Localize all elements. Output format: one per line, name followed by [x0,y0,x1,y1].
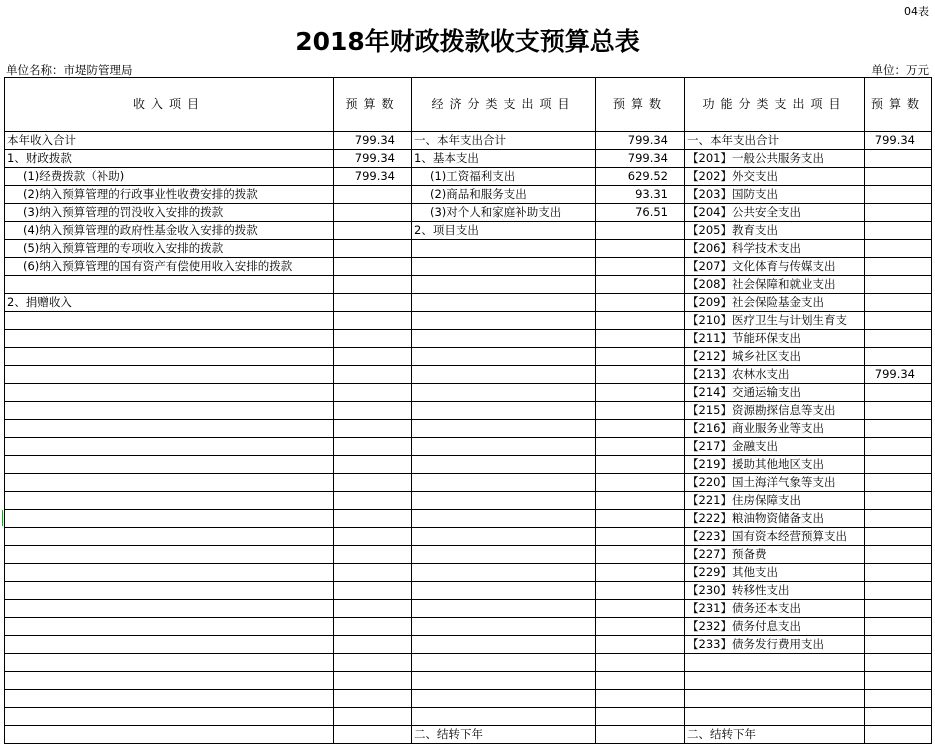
econ-item-cell[interactable]: (1)工资福利支出 [412,168,596,186]
income-amount-cell[interactable] [334,654,412,672]
income-amount-cell[interactable] [334,330,412,348]
func-item-cell[interactable]: 【221】住房保障支出 [685,492,865,510]
table-row [5,582,932,600]
func-item-cell[interactable]: 【210】医疗卫生与计划生育支 [685,312,865,330]
econ-item-cell[interactable] [412,654,596,672]
income-amount-cell[interactable] [334,636,412,654]
income-amount-cell[interactable] [334,618,412,636]
func-item-cell[interactable] [685,672,865,690]
func-item-cell[interactable]: 【222】粮油物资储备支出 [685,510,865,528]
func-amount-cell[interactable] [865,348,932,366]
econ-amount-cell[interactable] [596,366,685,384]
table-row [5,384,932,402]
income-item-cell[interactable] [5,348,334,366]
income-amount-cell[interactable] [334,186,412,204]
income-item-cell[interactable]: (3)纳入预算管理的罚没收入安排的拨款 [5,204,334,222]
econ-item-cell[interactable]: 二、结转下年 [412,726,596,744]
func-amount-cell[interactable] [865,420,932,438]
table-row [5,330,932,348]
econ-amount-cell[interactable] [596,294,685,312]
func-item-cell[interactable]: 【202】外交支出 [685,168,865,186]
func-amount-cell[interactable] [865,384,932,402]
table-row [5,294,932,312]
cell-cursor-mark [2,510,3,526]
econ-item-cell[interactable] [412,276,596,294]
func-amount-cell[interactable] [865,474,932,492]
unit-money: 单位：万元 [871,63,929,77]
table-row [5,132,932,150]
econ-amount-cell[interactable] [596,258,685,276]
econ-item-cell[interactable] [412,492,596,510]
table-row [5,438,932,456]
income-amount-cell[interactable] [334,528,412,546]
func-item-cell[interactable]: 【219】援助其他地区支出 [685,456,865,474]
table-row [5,492,932,510]
table-row [5,420,932,438]
income-item-cell[interactable] [5,492,334,510]
econ-amount-cell[interactable] [596,564,685,582]
table-row [5,636,932,654]
econ-item-cell[interactable] [412,474,596,492]
econ-amount-cell[interactable] [596,636,685,654]
econ-amount-cell[interactable] [596,420,685,438]
func-item-cell[interactable]: 【214】交通运输支出 [685,384,865,402]
econ-amount-cell[interactable] [596,456,685,474]
table-row [5,672,932,690]
econ-item-cell[interactable] [412,690,596,708]
table-row [5,312,932,330]
func-amount-cell[interactable] [865,510,932,528]
income-amount-cell[interactable] [334,222,412,240]
income-amount-cell[interactable] [334,474,412,492]
income-item-cell[interactable] [5,312,334,330]
income-item-cell[interactable]: (2)纳入预算管理的行政事业性收费安排的拨款 [5,186,334,204]
header-econ-amount: 预算数 [596,78,685,132]
func-amount-cell[interactable] [865,312,932,330]
header-func-item: 功能分类支出项目 [685,78,865,132]
func-item-cell[interactable]: 【206】科学技术支出 [685,240,865,258]
table-row [5,528,932,546]
income-item-cell[interactable] [5,636,334,654]
econ-amount-cell[interactable] [596,402,685,420]
econ-item-cell[interactable] [412,366,596,384]
table-row [5,240,932,258]
econ-amount-cell[interactable]: 799.34 [596,150,685,168]
table-row [5,708,932,726]
table-row [5,600,932,618]
econ-amount-cell[interactable]: 93.31 [596,186,685,204]
income-amount-cell[interactable] [334,294,412,312]
table-row [5,654,932,672]
income-item-cell[interactable] [5,456,334,474]
func-item-cell[interactable]: 一、本年支出合计 [685,132,865,150]
func-item-cell[interactable]: 【204】公共安全支出 [685,204,865,222]
income-item-cell[interactable] [5,510,334,528]
func-item-cell[interactable]: 【227】预备费 [685,546,865,564]
income-item-cell[interactable] [5,690,334,708]
func-amount-cell[interactable] [865,546,932,564]
table-row [5,366,932,384]
func-amount-cell[interactable] [865,708,932,726]
econ-amount-cell[interactable] [596,528,685,546]
econ-amount-cell[interactable] [596,618,685,636]
income-amount-cell[interactable]: 799.34 [334,168,412,186]
table-row [5,546,932,564]
func-item-cell[interactable]: 【217】金融支出 [685,438,865,456]
econ-item-cell[interactable] [412,348,596,366]
func-item-cell[interactable] [685,654,865,672]
header-row [5,78,932,132]
econ-amount-cell[interactable] [596,654,685,672]
func-item-cell[interactable]: 【209】社会保险基金支出 [685,294,865,312]
income-item-cell[interactable] [5,564,334,582]
income-item-cell[interactable] [5,384,334,402]
func-amount-cell[interactable] [865,636,932,654]
func-item-cell[interactable]: 二、结转下年 [685,726,865,744]
econ-item-cell[interactable] [412,528,596,546]
func-item-cell[interactable]: 【223】国有资本经营预算支出 [685,528,865,546]
income-amount-cell[interactable] [334,456,412,474]
func-amount-cell[interactable] [865,438,932,456]
econ-item-cell[interactable] [412,510,596,528]
income-item-cell[interactable] [5,276,334,294]
table-row [5,204,932,222]
table-row [5,564,932,582]
income-item-cell[interactable]: (6)纳入预算管理的国有资产有偿使用收入安排的拨款 [5,258,334,276]
table-row [5,186,932,204]
income-item-cell[interactable] [5,618,334,636]
income-amount-cell[interactable]: 799.34 [334,132,412,150]
income-item-cell[interactable]: (1)经费拨款（补助) [5,168,334,186]
econ-amount-cell[interactable] [596,708,685,726]
econ-amount-cell[interactable] [596,582,685,600]
econ-amount-cell[interactable] [596,726,685,744]
income-item-cell[interactable] [5,330,334,348]
econ-item-cell[interactable] [412,582,596,600]
econ-item-cell[interactable] [412,294,596,312]
income-item-cell[interactable] [5,438,334,456]
income-amount-cell[interactable] [334,438,412,456]
func-amount-cell[interactable] [865,258,932,276]
func-amount-cell[interactable] [865,402,932,420]
table-row [5,402,932,420]
func-item-cell[interactable]: 【213】农林水支出 [685,366,865,384]
income-amount-cell[interactable] [334,366,412,384]
income-item-cell[interactable]: 本年收入合计 [5,132,334,150]
header-income-item: 收入项目 [5,78,334,132]
econ-item-cell[interactable] [412,312,596,330]
func-amount-cell[interactable] [865,690,932,708]
econ-item-cell[interactable] [412,456,596,474]
func-amount-cell[interactable] [865,150,932,168]
sheet-tag: 04表 [904,5,929,18]
table-row [5,276,932,294]
income-item-cell[interactable] [5,420,334,438]
econ-amount-cell[interactable]: 629.52 [596,168,685,186]
income-item-cell[interactable]: (4)纳入预算管理的政府性基金收入安排的拨款 [5,222,334,240]
income-amount-cell[interactable] [334,510,412,528]
func-item-cell[interactable]: 【220】国土海洋气象等支出 [685,474,865,492]
income-amount-cell[interactable] [334,492,412,510]
func-item-cell[interactable]: 【203】国防支出 [685,186,865,204]
econ-amount-cell[interactable] [596,438,685,456]
income-amount-cell[interactable] [334,312,412,330]
func-item-cell[interactable]: 【212】城乡社区支出 [685,348,865,366]
func-amount-cell[interactable] [865,456,932,474]
econ-item-cell[interactable] [412,564,596,582]
income-item-cell[interactable] [5,582,334,600]
econ-item-cell[interactable]: (3)对个人和家庭补助支出 [412,204,596,222]
func-item-cell[interactable]: 【205】教育支出 [685,222,865,240]
econ-item-cell[interactable] [412,330,596,348]
econ-amount-cell[interactable] [596,546,685,564]
econ-item-cell[interactable] [412,636,596,654]
income-item-cell[interactable] [5,474,334,492]
econ-item-cell[interactable] [412,384,596,402]
income-item-cell[interactable] [5,366,334,384]
func-item-cell[interactable] [685,690,865,708]
income-amount-cell[interactable] [334,420,412,438]
income-amount-cell[interactable] [334,240,412,258]
econ-item-cell[interactable] [412,258,596,276]
econ-item-cell[interactable]: 一、本年支出合计 [412,132,596,150]
func-item-cell[interactable]: 【233】债务发行费用支出 [685,636,865,654]
func-amount-cell[interactable] [865,276,932,294]
table-row [5,456,932,474]
income-amount-cell[interactable] [334,708,412,726]
func-item-cell[interactable]: 【211】节能环保支出 [685,330,865,348]
table-row [5,618,932,636]
income-amount-cell[interactable] [334,582,412,600]
func-amount-cell[interactable] [865,168,932,186]
econ-item-cell[interactable] [412,438,596,456]
econ-item-cell[interactable] [412,240,596,258]
func-amount-cell[interactable] [865,222,932,240]
func-item-cell[interactable]: 【208】社会保障和就业支出 [685,276,865,294]
budget-table [4,77,932,744]
econ-amount-cell[interactable] [596,312,685,330]
income-item-cell[interactable] [5,600,334,618]
func-amount-cell[interactable] [865,618,932,636]
econ-amount-cell[interactable]: 76.51 [596,204,685,222]
econ-amount-cell[interactable] [596,510,685,528]
income-amount-cell[interactable] [334,402,412,420]
econ-amount-cell[interactable] [596,240,685,258]
income-item-cell[interactable]: 1、财政拨款 [5,150,334,168]
income-amount-cell[interactable] [334,672,412,690]
table-row [5,150,932,168]
func-amount-cell[interactable]: 799.34 [865,366,932,384]
table-row [5,348,932,366]
income-amount-cell[interactable] [334,348,412,366]
func-amount-cell[interactable] [865,204,932,222]
func-amount-cell[interactable] [865,654,932,672]
income-item-cell[interactable] [5,726,334,744]
func-item-cell[interactable]: 【216】商业服务业等支出 [685,420,865,438]
income-amount-cell[interactable] [334,600,412,618]
func-amount-cell[interactable] [865,672,932,690]
income-item-cell[interactable] [5,546,334,564]
income-item-cell[interactable] [5,528,334,546]
econ-item-cell[interactable] [412,618,596,636]
func-amount-cell[interactable]: 799.34 [865,132,932,150]
func-amount-cell[interactable] [865,240,932,258]
income-item-cell[interactable] [5,708,334,726]
func-item-cell[interactable]: 【229】其他支出 [685,564,865,582]
income-amount-cell[interactable] [334,546,412,564]
func-amount-cell[interactable] [865,600,932,618]
income-amount-cell[interactable]: 799.34 [334,150,412,168]
econ-amount-cell[interactable] [596,276,685,294]
econ-item-cell[interactable]: (2)商品和服务支出 [412,186,596,204]
income-item-cell[interactable] [5,672,334,690]
econ-amount-cell[interactable] [596,348,685,366]
func-item-cell[interactable]: 【231】债务还本支出 [685,600,865,618]
unit-name: 单位名称：市堤防管理局 [6,63,133,77]
func-item-cell[interactable]: 【201】一般公共服务支出 [685,150,865,168]
func-item-cell[interactable]: 【215】资源勘探信息等支出 [685,402,865,420]
econ-item-cell[interactable] [412,402,596,420]
income-item-cell[interactable]: (5)纳入预算管理的专项收入安排的拨款 [5,240,334,258]
func-amount-cell[interactable] [865,492,932,510]
page-title: 2018年财政拨款收支预算总表 [295,27,640,56]
econ-amount-cell[interactable] [596,474,685,492]
table-row [5,222,932,240]
table-row [5,690,932,708]
func-amount-cell[interactable] [865,186,932,204]
func-item-cell[interactable]: 【230】转移性支出 [685,582,865,600]
econ-amount-cell[interactable] [596,600,685,618]
income-amount-cell[interactable] [334,726,412,744]
econ-amount-cell[interactable] [596,672,685,690]
income-amount-cell[interactable] [334,276,412,294]
table-row [5,510,932,528]
table-row [5,474,932,492]
econ-item-cell[interactable] [412,600,596,618]
income-amount-cell[interactable] [334,564,412,582]
func-amount-cell[interactable] [865,294,932,312]
func-amount-cell[interactable] [865,528,932,546]
income-item-cell[interactable]: 2、捐赠收入 [5,294,334,312]
income-item-cell[interactable] [5,402,334,420]
econ-amount-cell[interactable] [596,384,685,402]
header-econ-item: 经济分类支出项目 [412,78,596,132]
table-row [5,726,932,744]
func-amount-cell[interactable] [865,726,932,744]
func-amount-cell[interactable] [865,330,932,348]
econ-amount-cell[interactable]: 799.34 [596,132,685,150]
econ-amount-cell[interactable] [596,222,685,240]
table-row [5,258,932,276]
econ-amount-cell[interactable] [596,330,685,348]
econ-amount-cell[interactable] [596,492,685,510]
econ-item-cell[interactable] [412,672,596,690]
econ-item-cell[interactable]: 2、项目支出 [412,222,596,240]
income-item-cell[interactable] [5,654,334,672]
header-income-amount: 预算数 [334,78,412,132]
func-item-cell[interactable]: 【207】文化体育与传媒支出 [685,258,865,276]
econ-amount-cell[interactable] [596,690,685,708]
econ-item-cell[interactable] [412,420,596,438]
econ-item-cell[interactable] [412,546,596,564]
func-item-cell[interactable] [685,708,865,726]
income-amount-cell[interactable] [334,204,412,222]
income-amount-cell[interactable] [334,690,412,708]
econ-item-cell[interactable]: 1、基本支出 [412,150,596,168]
income-amount-cell[interactable] [334,384,412,402]
func-amount-cell[interactable] [865,564,932,582]
econ-item-cell[interactable] [412,708,596,726]
header-func-amount: 预算数 [865,78,932,132]
func-amount-cell[interactable] [865,582,932,600]
func-item-cell[interactable]: 【232】债务付息支出 [685,618,865,636]
table-row [5,168,932,186]
income-amount-cell[interactable] [334,258,412,276]
